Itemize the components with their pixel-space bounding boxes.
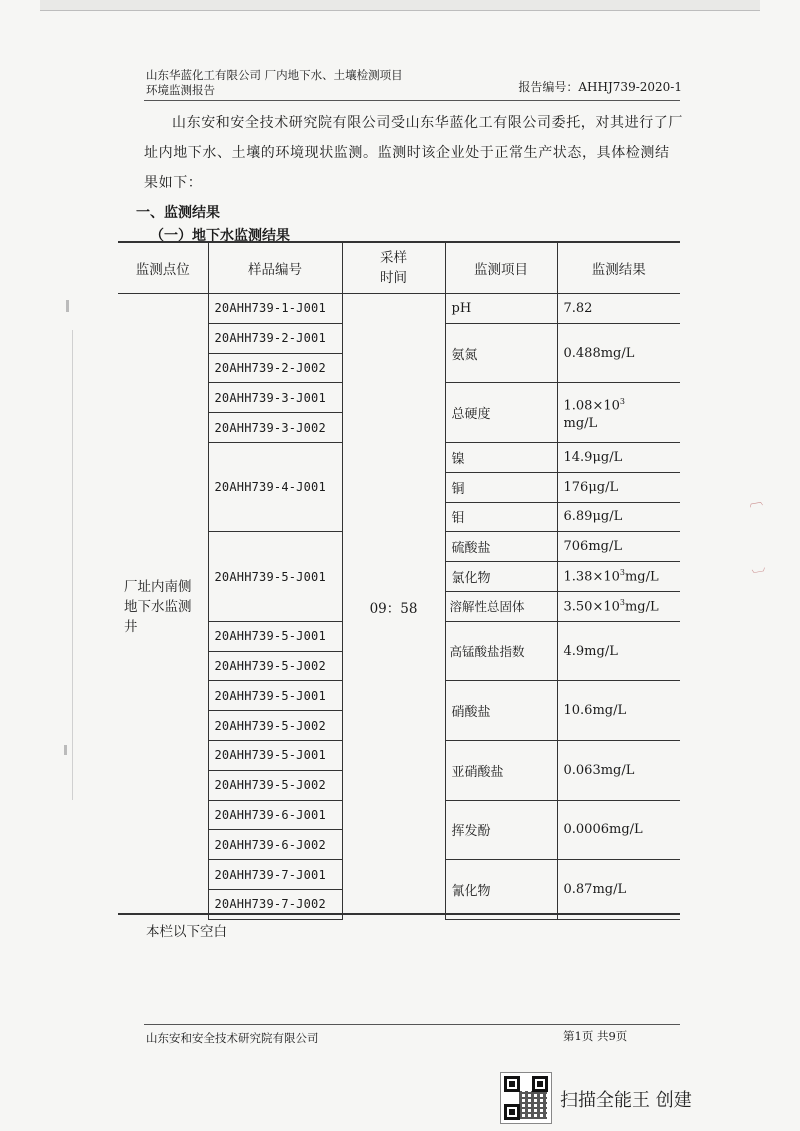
footer-rule bbox=[144, 1024, 680, 1025]
item-value: 6.89μg/L bbox=[557, 502, 680, 532]
sample-id: 20AHH739-6-J002 bbox=[208, 830, 342, 860]
item-name: 氯化物 bbox=[445, 562, 557, 592]
sample-id: 20AHH739-5-J001 bbox=[208, 621, 342, 651]
item-name: 铜 bbox=[445, 472, 557, 502]
time-cell: 09：58 bbox=[342, 294, 445, 920]
sample-id: 20AHH739-7-J001 bbox=[208, 860, 342, 890]
sample-id: 20AHH739-2-J002 bbox=[208, 353, 342, 383]
header-company-project: 山东华蓝化工有限公司 厂内地下水、土壤检测项目 bbox=[146, 68, 403, 82]
item-value: 0.063mg/L bbox=[557, 740, 680, 800]
item-value: 0.87mg/L bbox=[557, 860, 680, 920]
scan-mark bbox=[66, 300, 69, 312]
col-header-time: 采样 时间 bbox=[342, 242, 445, 294]
header-left bbox=[146, 68, 403, 98]
item-value: 10.6mg/L bbox=[557, 681, 680, 741]
item-value-unit: mg/L bbox=[624, 599, 659, 615]
sample-id: 20AHH739-5-J002 bbox=[208, 711, 342, 741]
item-value-main: 1.38×10 bbox=[563, 569, 620, 585]
table-bottom-rule bbox=[118, 913, 680, 915]
sub-heading: （一）地下水监测结果 bbox=[150, 228, 290, 244]
intro-paragraph: 山东安和安全技术研究院有限公司受山东华蓝化工有限公司委托，对其进行了厂址内地下水、土壤的环境现状监测。监测时该企业处于正常生产状态，具体检测结果如下： bbox=[144, 115, 683, 191]
item-name: 氰化物 bbox=[445, 860, 557, 920]
header-report-type: 环境监测报告 bbox=[146, 83, 215, 97]
sample-id: 20AHH739-5-J001 bbox=[208, 740, 342, 770]
item-name: 总硬度 bbox=[445, 383, 557, 443]
col-header-result: 监测结果 bbox=[557, 242, 680, 294]
sample-id: 20AHH739-5-J002 bbox=[208, 770, 342, 800]
item-name: 溶解性总固体 bbox=[445, 591, 557, 621]
scan-shadow bbox=[72, 330, 73, 800]
item-name: 氨氮 bbox=[445, 323, 557, 383]
top-edge bbox=[40, 0, 760, 11]
item-value: 7.82 bbox=[557, 294, 680, 324]
item-name: 高锰酸盐指数 bbox=[445, 621, 557, 681]
item-value-unit: mg/L bbox=[563, 415, 598, 431]
sample-id: 20AHH739-6-J001 bbox=[208, 800, 342, 830]
section-heading: 一、监测结果 bbox=[136, 205, 220, 221]
footer-page-number: 第1页 共9页 bbox=[563, 1029, 628, 1043]
sample-id: 20AHH739-5-J001 bbox=[208, 681, 342, 711]
item-name: 亚硝酸盐 bbox=[445, 740, 557, 800]
footer-institute: 山东安和安全技术研究院有限公司 bbox=[146, 1031, 319, 1045]
sample-id: 20AHH739-2-J001 bbox=[208, 323, 342, 353]
item-value: 14.9μg/L bbox=[557, 442, 680, 472]
sample-id: 20AHH739-4-J001 bbox=[208, 442, 342, 531]
item-name: 硝酸盐 bbox=[445, 681, 557, 741]
item-value-unit: mg/L bbox=[624, 569, 659, 585]
sample-id: 20AHH739-3-J002 bbox=[208, 413, 342, 443]
table-row bbox=[118, 294, 680, 324]
item-name: pH bbox=[445, 294, 557, 324]
table-header-row bbox=[118, 242, 680, 294]
item-value-exponent: 3 bbox=[619, 598, 625, 608]
sample-id: 20AHH739-5-J002 bbox=[208, 651, 342, 681]
item-value-main: 3.50×10 bbox=[563, 599, 620, 615]
site-cell: 厂址内南侧地下水监测井 bbox=[118, 294, 208, 920]
item-value-main: 1.08×10 bbox=[563, 397, 620, 413]
item-value bbox=[557, 562, 680, 592]
item-value: 4.9mg/L bbox=[557, 621, 680, 681]
col-header-site: 监测点位 bbox=[118, 242, 208, 294]
sample-id: 20AHH739-5-J001 bbox=[208, 532, 342, 621]
item-value-exponent: 3 bbox=[619, 568, 625, 578]
scanner-watermark: 扫描全能王 创建 bbox=[560, 1090, 692, 1111]
qr-code-icon bbox=[500, 1072, 552, 1124]
item-value: 176μg/L bbox=[557, 472, 680, 502]
item-value: 0.488mg/L bbox=[557, 323, 680, 383]
item-value: 706mg/L bbox=[557, 532, 680, 562]
sample-id: 20AHH739-1-J001 bbox=[208, 294, 342, 324]
item-name: 镍 bbox=[445, 442, 557, 472]
item-name: 钼 bbox=[445, 502, 557, 532]
stamp-fragment-icon: 〕 bbox=[748, 566, 768, 584]
item-value-exponent: 3 bbox=[619, 396, 625, 406]
report-number: 报告编号：AHHJ739-2020-1 bbox=[518, 80, 682, 94]
item-name: 硫酸盐 bbox=[445, 532, 557, 562]
stamp-fragment-icon: 〔 bbox=[744, 491, 764, 509]
sample-id: 20AHH739-7-J002 bbox=[208, 889, 342, 919]
blank-below-note: 本栏以下空白 bbox=[146, 924, 227, 940]
col-header-sample: 样品编号 bbox=[208, 242, 342, 294]
scan-mark bbox=[64, 745, 67, 755]
col-header-item: 监测项目 bbox=[445, 242, 557, 294]
item-value: 0.0006mg/L bbox=[557, 800, 680, 860]
sample-id: 20AHH739-3-J001 bbox=[208, 383, 342, 413]
item-value bbox=[557, 591, 680, 621]
groundwater-results-table bbox=[118, 241, 680, 920]
item-name: 挥发酚 bbox=[445, 800, 557, 860]
item-value bbox=[557, 383, 680, 443]
header-rule bbox=[144, 100, 680, 101]
